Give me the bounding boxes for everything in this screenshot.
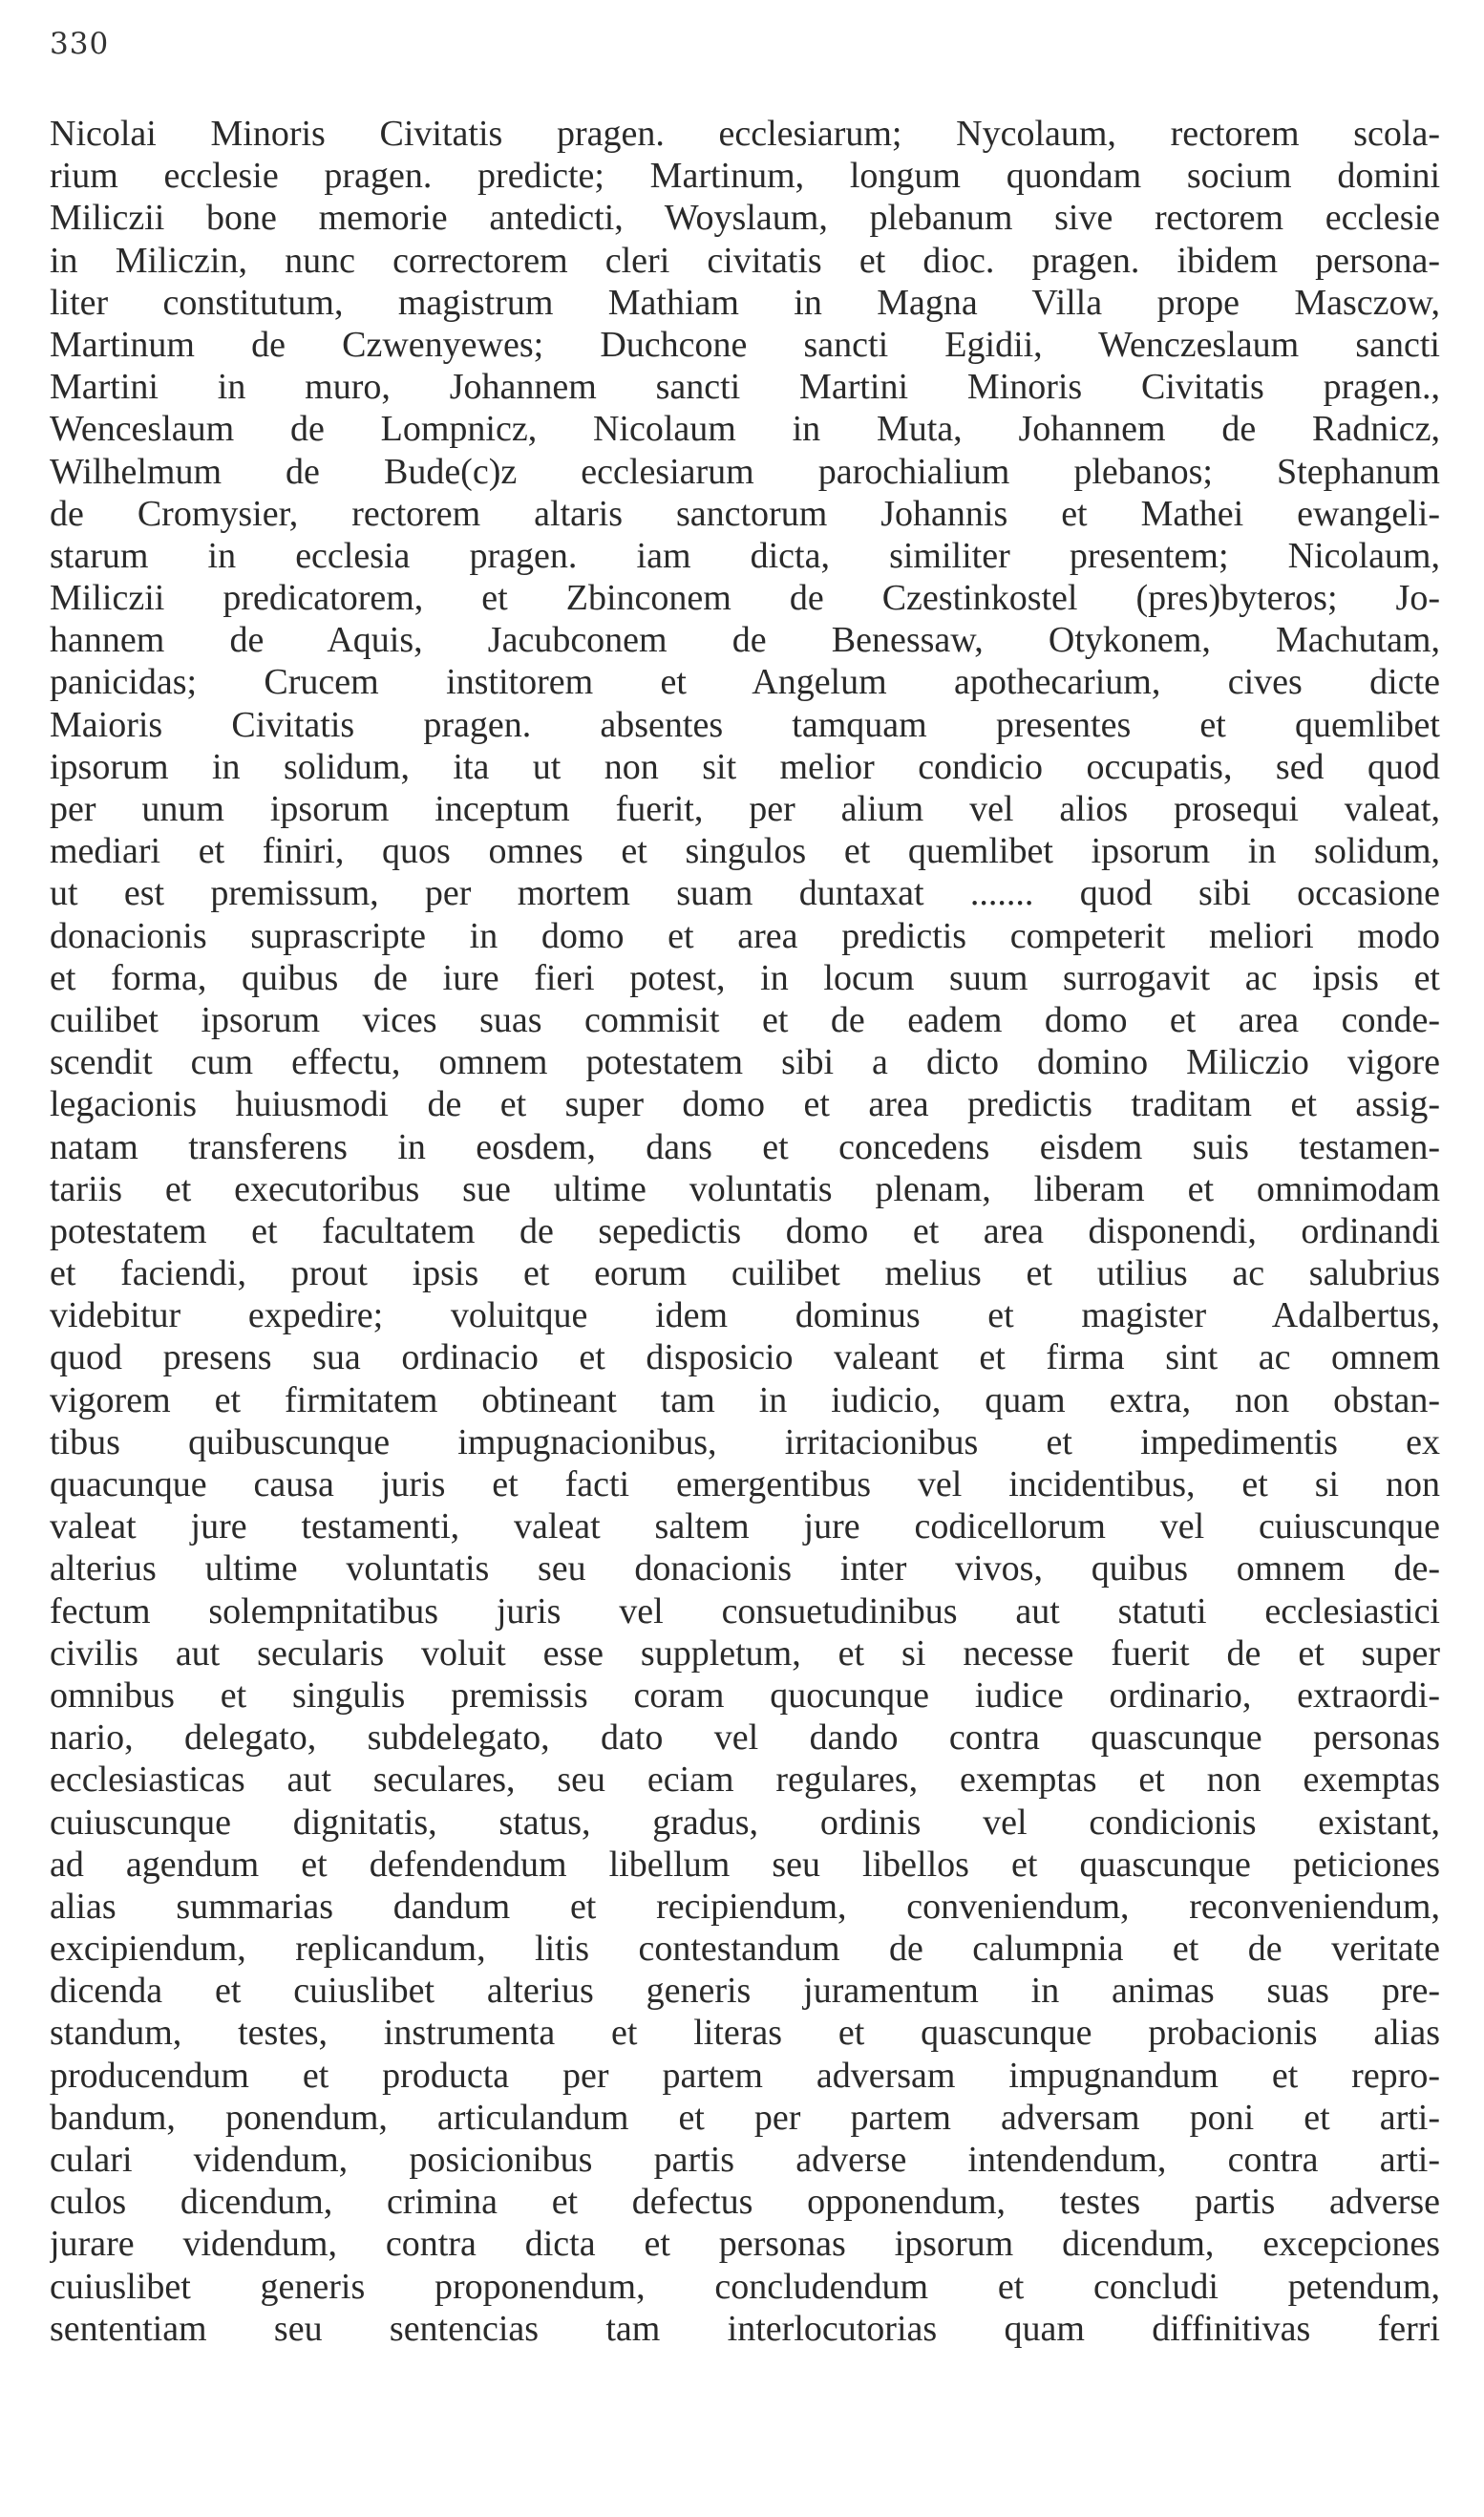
text-line: videbitur expedire; voluitque idem dominus et magister Adalbertus, xyxy=(50,1295,1440,1336)
text-line: excipiendum, replicandum, litis contestandum de calumpnia et de veritate xyxy=(50,1929,1440,1970)
text-line: et forma, quibus de iure fieri potest, in locum suum surrogavit ac ipsis et xyxy=(50,957,1440,998)
text-line: valeat jure testamenti, valeat saltem jure codicellorum vel cuiuscunque xyxy=(50,1506,1440,1547)
text-line: ad agendum et defendendum libellum seu libellos et quascunque peticiones xyxy=(50,1844,1440,1885)
text-line: culos dicendum, crimina et defectus opponendum, testes partis adverse xyxy=(50,2182,1440,2223)
text-line: rium ecclesie pragen. predicte; Martinum, longum quondam socium domini xyxy=(50,156,1440,197)
text-line: Miliczii bone memorie antedicti, Woyslaum, plebanum sive rectorem ecclesie xyxy=(50,198,1440,239)
text-line: tibus quibuscunque impugnacionibus, irritacionibus et impedimentis ex xyxy=(50,1421,1440,1462)
text-line: in Miliczin, nunc correctorem cleri civitatis et dioc. pragen. ibidem persona- xyxy=(50,240,1440,281)
text-line: quod presens sua ordinacio et disposicio valeant et firma sint ac omnem xyxy=(50,1337,1440,1378)
text-line: alias summarias dandum et recipiendum, conveniendum, reconveniendum, xyxy=(50,1886,1440,1927)
text-line: Martinum de Czwenyewes; Duchcone sancti Egidii, Wenczeslaum sancti xyxy=(50,324,1440,365)
text-line: bandum, ponendum, articulandum et per partem adversam poni et arti- xyxy=(50,2097,1440,2138)
text-line: et faciendi, prout ipsis et eorum cuilibet melius et utilius ac salubrius xyxy=(50,1253,1440,1294)
text-line: Miliczii predicatorem, et Zbinconem de Czestinkostel (pres)byteros; Jo- xyxy=(50,578,1440,619)
text-line: tariis et executoribus sue ultime voluntatis plenam, liberam et omnimodam xyxy=(50,1168,1440,1209)
text-line: liter constitutum, magistrum Mathiam in Magna Villa prope Masczow, xyxy=(50,282,1440,323)
text-line: vigorem et firmitatem obtineant tam in iudicio, quam extra, non obstan- xyxy=(50,1379,1440,1420)
text-line: culari videndum, posicionibus partis adverse intendendum, contra arti- xyxy=(50,2140,1440,2180)
text-line: Wenceslaum de Lompnicz, Nicolaum in Muta, Johannem de Radnicz, xyxy=(50,409,1440,450)
page-number: 330 xyxy=(50,27,110,61)
text-line: Martini in muro, Johannem sancti Martini Minoris Civitatis pragen., xyxy=(50,367,1440,408)
text-line: standum, testes, instrumenta et literas et quascunque probacionis alias xyxy=(50,2013,1440,2054)
text-line: legacionis huiusmodi de et super domo et area predictis traditam et assig- xyxy=(50,1084,1440,1125)
text-line: starum in ecclesia pragen. iam dicta, similiter presentem; Nicolaum, xyxy=(50,535,1440,576)
text-line: cuiuscunque dignitatis, status, gradus, ordinis vel condicionis existant, xyxy=(50,1802,1440,1843)
body-text xyxy=(50,113,1440,2350)
text-line: dicenda et cuiuslibet alterius generis juramentum in animas suas pre- xyxy=(50,1971,1440,2012)
text-line: jurare videndum, contra dicta et personas ipsorum dicendum, excepciones xyxy=(50,2224,1440,2265)
text-line: potestatem et facultatem de sepedictis domo et area disponendi, ordinandi xyxy=(50,1210,1440,1251)
text-line: mediari et finiri, quos omnes et singulos et quemlibet ipsorum in solidum, xyxy=(50,831,1440,872)
text-line: omnibus et singulis premissis coram quocunque iudice ordinario, extraordi- xyxy=(50,1674,1440,1716)
text-line: Maioris Civitatis pragen. absentes tamquam presentes et quemlibet xyxy=(50,704,1440,745)
text-line: Wilhelmum de Bude(c)z ecclesiarum parochialium plebanos; Stephanum xyxy=(50,451,1440,492)
text-line: cuiuslibet generis proponendum, concludendum et concludi petendum, xyxy=(50,2266,1440,2307)
text-line: alterius ultime voluntatis seu donacionis inter vivos, quibus omnem de- xyxy=(50,1548,1440,1589)
text-line: hannem de Aquis, Jacubconem de Benessaw, Otykonem, Machutam, xyxy=(50,620,1440,661)
text-line: scendit cum effectu, omnem potestatem sibi a dicto domino Miliczio vigore xyxy=(50,1042,1440,1083)
text-line: civilis aut secularis voluit esse suppletum, et si necesse fuerit de et super xyxy=(50,1632,1440,1674)
text-line: sententiam seu sentencias tam interlocutorias quam diffinitivas ferri xyxy=(50,2308,1440,2349)
text-line: de Cromysier, rectorem altaris sanctorum Johannis et Mathei ewangeli- xyxy=(50,493,1440,534)
text-line: nario, delegato, subdelegato, dato vel dando contra quascunque personas xyxy=(50,1717,1440,1759)
text-line: donacionis suprascripte in domo et area predictis competerit meliori modo xyxy=(50,915,1440,956)
text-line: ipsorum in solidum, ita ut non sit melior condicio occupatis, sed quod xyxy=(50,746,1440,787)
text-line: ecclesiasticas aut seculares, seu eciam regulares, exemptas et non exemptas xyxy=(50,1760,1440,1801)
text-line: cuilibet ipsorum vices suas commisit et de eadem domo et area conde- xyxy=(50,999,1440,1040)
text-line: fectum solempnitatibus juris vel consuetudinibus aut statuti ecclesiastici xyxy=(50,1590,1440,1632)
text-line: Nicolai Minoris Civitatis pragen. ecclesiarum; Nycolaum, rectorem scola- xyxy=(50,114,1440,154)
text-line: ut est premissum, per mortem suam duntaxat ....... quod sibi occasione xyxy=(50,873,1440,914)
text-line: producendum et producta per partem adversam impugnandum et repro- xyxy=(50,2055,1440,2096)
text-line: natam transferens in eosdem, dans et concedens eisdem suis testamen- xyxy=(50,1126,1440,1167)
text-line: quacunque causa juris et facti emergentibus vel incidentibus, et si non xyxy=(50,1464,1440,1504)
text-line: panicidas; Crucem institorem et Angelum apothecarium, cives dicte xyxy=(50,662,1440,703)
text-line: per unum ipsorum inceptum fuerit, per alium vel alios prosequi valeat, xyxy=(50,789,1440,829)
